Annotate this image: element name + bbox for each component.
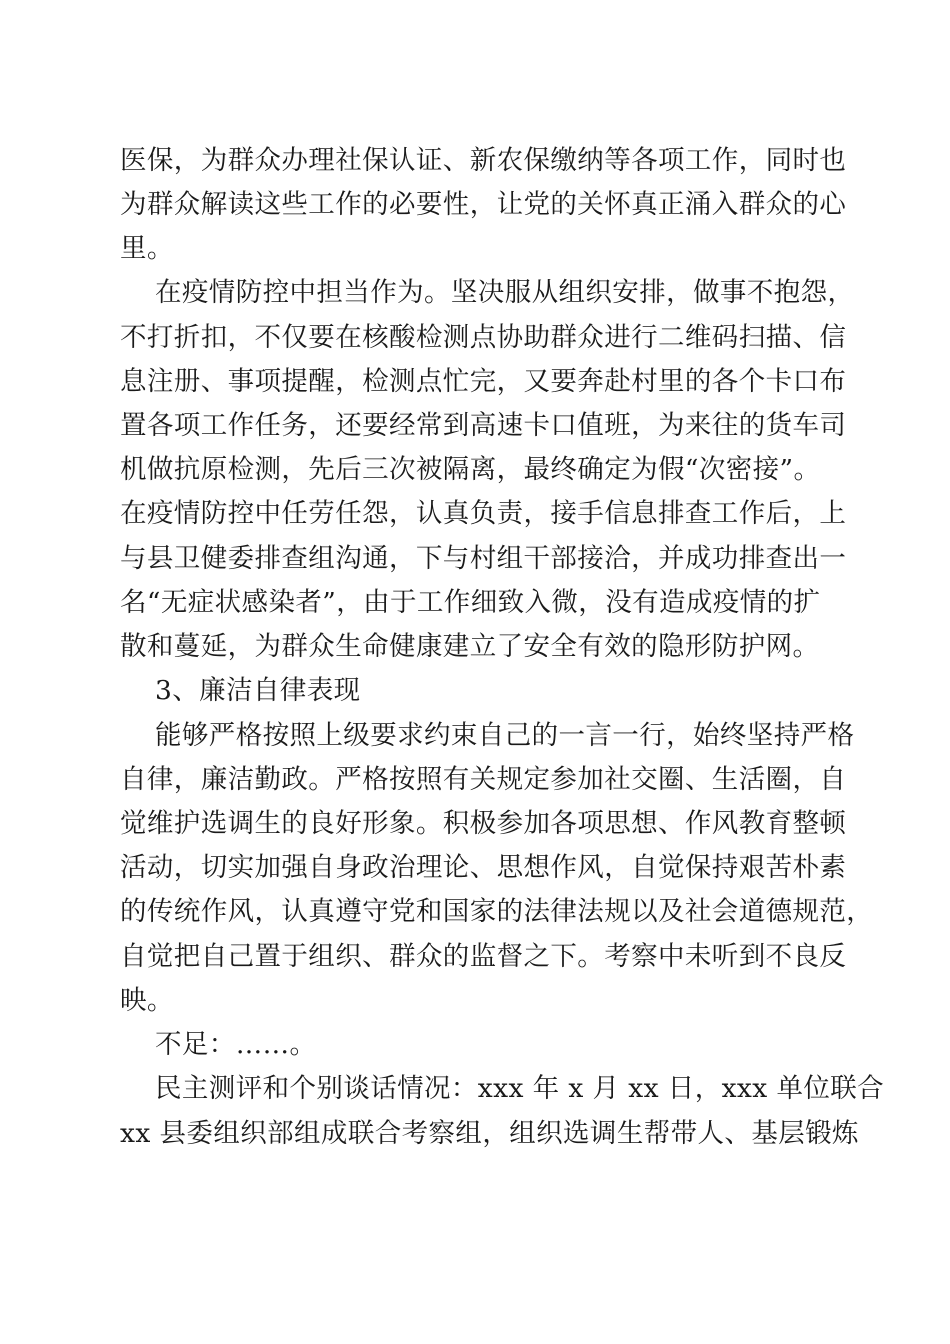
- section-heading: 3、廉洁自律表现: [155, 675, 361, 706]
- text-line: 自觉把自己置于组织、群众的监督之下。考察中未听到不良反: [120, 941, 847, 972]
- text-line: 名“无症状感染者”，由于工作细致入微，没有造成疫情的扩: [120, 587, 821, 618]
- text-line: 在疫情防控中任劳任怨，认真负责，接手信息排查工作后，上: [120, 498, 847, 529]
- text-line: 医保，为群众办理社保认证、新农保缴纳等各项工作，同时也: [120, 145, 847, 176]
- text-line: 的传统作风，认真遵守党和国家的法律法规以及社会道德规范，: [120, 896, 874, 927]
- text-line: 活动，切实加强自身政治理论、思想作风，自觉保持艰苦朴素: [120, 852, 847, 883]
- text-line: 能够严格按照上级要求约束自己的一言一行，始终坚持严格: [155, 720, 855, 751]
- text-line: 不打折扣，不仅要在核酸检测点协助群众进行二维码扫描、信: [120, 322, 847, 353]
- text-line: 自律，廉洁勤政。严格按照有关规定参加社交圈、生活圈，自: [120, 764, 847, 795]
- text-line: 散和蔓延，为群众生命健康建立了安全有效的隐形防护网。: [120, 631, 820, 662]
- text-line: 机做抗原检测，先后三次被隔离，最终确定为假“次密接”。: [120, 454, 821, 485]
- text-line: 民主测评和个别谈话情况：xxx 年 x 月 xx 日，xxx 单位联合: [155, 1073, 885, 1104]
- text-line: xx 县委组织部组成联合考察组，组织选调生帮带人、基层锻炼: [120, 1118, 859, 1149]
- text-line: 觉维护选调生的良好形象。积极参加各项思想、作风教育整顿: [120, 808, 847, 839]
- text-line: 置各项工作任务，还要经常到高速卡口值班，为来往的货车司: [120, 410, 847, 441]
- text-line: 在疫情防控中担当作为。坚决服从组织安排，做事不抱怨，: [155, 277, 855, 308]
- text-line: 映。: [120, 985, 174, 1016]
- text-line: 与县卫健委排查组沟通，下与村组干部接洽，并成功排查出一: [120, 543, 847, 574]
- text-line: 不足：……。: [155, 1029, 317, 1060]
- text-line: 息注册、事项提醒，检测点忙完，又要奔赴村里的各个卡口布: [120, 366, 847, 397]
- text-line: 为群众解读这些工作的必要性，让党的关怀真正涌入群众的心: [120, 189, 847, 220]
- text-line: 里。: [120, 233, 174, 264]
